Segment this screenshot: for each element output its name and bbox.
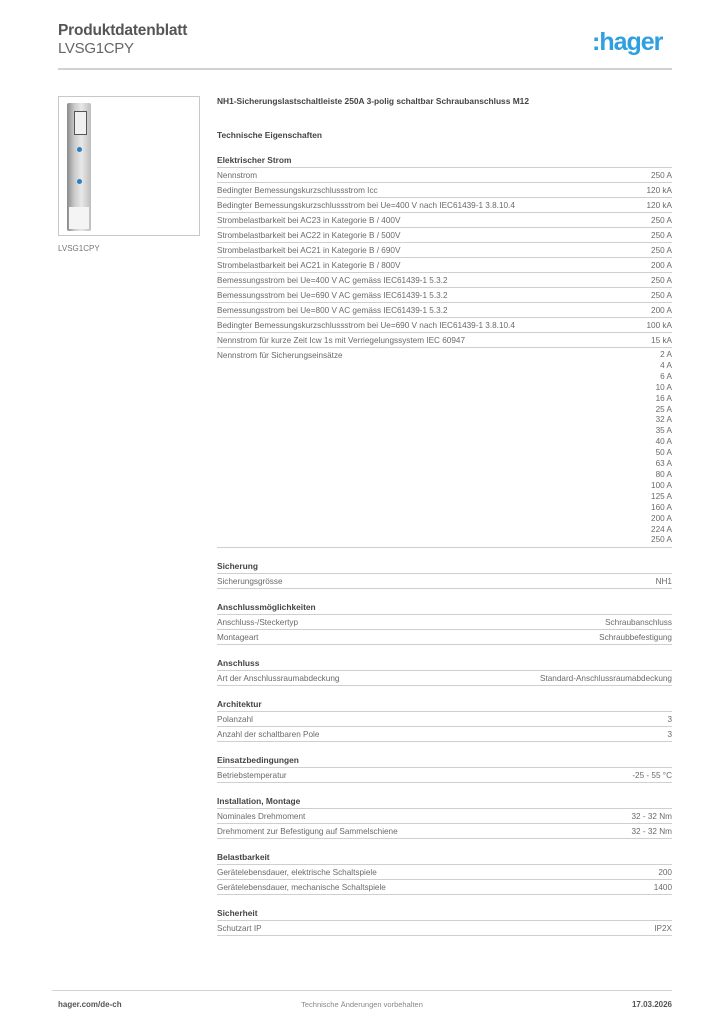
spec-label: Montageart [217,633,259,643]
spec-value: 3 [667,730,672,740]
spec-row [217,198,672,213]
spec-label: Art der Anschlussraumabdeckung [217,674,340,684]
fuse-rating-value: 160 A [651,502,672,512]
spec-value: 250 A [651,276,672,285]
spec-label: Nennstrom für Sicherungseinsätze [217,351,343,360]
document-title: Produktdatenblatt [58,22,188,39]
section-title: Belastbarkeit [217,852,672,865]
spec-row [217,228,672,243]
spec-label: Bedingter Bemessungskurzschlussstrom Icc [217,186,378,195]
spec-section [217,852,672,895]
tech-properties-title: Technische Eigenschaften [217,130,323,140]
spec-label: Anzahl der schaltbaren Pole [217,730,320,740]
spec-label: Bedingter Bemessungskurzschlussstrom bei Ue=400 V nach IEC61439-1 3.8.10.4 [217,201,515,210]
spec-value: 32 - 32 Nm [631,812,672,822]
spec-value: Standard-Anschlussraumabdeckung [540,674,672,684]
spec-row [217,243,672,258]
spec-value: 15 kA [651,336,672,345]
section-title: Elektrischer Strom [217,155,672,168]
spec-value: 32 - 32 Nm [631,827,672,837]
spec-value: 120 kA [646,186,672,195]
fuse-switch-device-icon [67,103,91,231]
spec-value: 250 A [651,246,672,255]
fuse-rating-value: 4 A [660,360,672,370]
spec-value: 250 A [651,171,672,180]
spec-row [217,727,672,742]
spec-value: 120 kA [646,201,672,210]
spec-section [217,602,672,645]
spec-row [217,574,672,589]
spec-label: Bemessungsstrom bei Ue=400 V AC gemäss IEC61439-1 5.3.2 [217,276,448,285]
spec-section [217,755,672,783]
spec-value: 100 kA [646,321,672,330]
hager-logo: :hager [592,28,663,56]
spec-row [217,921,672,936]
spec-label: Nominales Drehmoment [217,812,306,822]
fuse-rating-value: 50 A [655,448,672,458]
section-title: Anschluss [217,658,672,671]
spec-row [217,768,672,783]
spec-label: Strombelastbarkeit bei AC22 in Kategorie B / 500V [217,231,401,240]
section-title: Architektur [217,699,672,712]
spec-label: Sicherungsgrösse [217,577,283,587]
spec-label: Bemessungsstrom bei Ue=800 V AC gemäss IEC61439-1 5.3.2 [217,306,448,315]
spec-value: 3 [667,715,672,725]
spec-row [217,824,672,839]
spec-section [217,155,672,548]
fuse-rating-value: 6 A [660,371,672,381]
spec-value: -25 - 55 °C [632,771,672,781]
fuse-rating-value: 16 A [655,393,672,403]
fuse-rating-value: 25 A [655,404,672,414]
spec-row [217,288,672,303]
spec-value: 200 A [651,261,672,270]
spec-label: Bemessungsstrom bei Ue=690 V AC gemäss IEC61439-1 5.3.2 [217,291,448,300]
product-title: NH1-Sicherungslastschaltleiste 250A 3-polig schaltbar Schraubanschluss M12 [217,96,529,106]
spec-row [217,213,672,228]
spec-row [217,880,672,895]
section-title: Einsatzbedingungen [217,755,672,768]
spec-label: Gerätelebensdauer, elektrische Schaltspiele [217,868,377,878]
spec-value: Schraubbefestigung [599,633,672,643]
spec-section [217,658,672,686]
spec-label: Strombelastbarkeit bei AC21 in Kategorie B / 690V [217,246,401,255]
spec-label: Nennstrom für kurze Zeit Icw 1s mit Verriegelungssystem IEC 60947 [217,336,465,345]
spec-row [217,712,672,727]
spec-row [217,809,672,824]
footer-website-link[interactable]: hager.com/de-ch [58,1000,122,1009]
spec-label: Anschluss-/Steckertyp [217,618,298,628]
spec-label: Nennstrom [217,171,258,180]
spec-section [217,699,672,742]
spec-row [217,273,672,288]
spec-row [217,865,672,880]
spec-row [217,258,672,273]
fuse-rating-value: 100 A [651,480,672,490]
section-title: Sicherung [217,561,672,574]
fuse-rating-value: 125 A [651,491,672,501]
fuse-rating-value: 200 A [651,513,672,523]
spec-value: 250 A [651,231,672,240]
spec-row [217,333,672,348]
spec-value: 200 A [651,306,672,315]
spec-row [217,630,672,645]
fuse-rating-value: 40 A [655,437,672,447]
footer-date: 17.03.2026 [631,1000,672,1009]
footer-divider [52,990,672,991]
fuse-rating-value: 224 A [651,524,672,534]
section-title: Installation, Montage [217,796,672,809]
spec-value: IP2X [654,924,672,934]
product-image [58,96,200,236]
product-code: LVSG1CPY [58,40,134,57]
spec-label: Polanzahl [217,715,253,725]
spec-label: Gerätelebensdauer, mechanische Schaltspiele [217,883,386,893]
spec-label: Schutzart IP [217,924,262,934]
spec-label: Betriebstemperatur [217,771,287,781]
header-divider [58,68,672,70]
spec-label: Bedingter Bemessungskurzschlussstrom bei Ue=690 V nach IEC61439-1 3.8.10.4 [217,321,515,330]
spec-row [217,168,672,183]
spec-content [217,96,672,936]
spec-row [217,303,672,318]
spec-section [217,561,672,589]
spec-row [217,615,672,630]
fuse-rating-value: 2 A [660,350,672,359]
fuse-rating-value: 80 A [655,469,672,479]
spec-value-list [651,350,672,546]
spec-sections [217,155,672,936]
fuse-rating-value: 10 A [655,382,672,392]
section-title: Anschlussmöglichkeiten [217,602,672,615]
fuse-rating-value: 63 A [655,459,672,469]
fuse-rating-value: 35 A [655,426,672,436]
spec-value: 1400 [653,883,672,893]
spec-section [217,908,672,936]
spec-row [217,671,672,686]
spec-value: Schraubanschluss [605,618,672,628]
spec-row [217,183,672,198]
fuse-rating-value: 250 A [651,535,672,545]
fuse-rating-value: 32 A [655,415,672,425]
footer-notice: Technische Änderungen vorbehalten [301,1000,423,1009]
spec-value: 250 A [651,291,672,300]
spec-label: Drehmoment zur Befestigung auf Sammelschiene [217,827,398,837]
spec-value: 200 [658,868,672,878]
spec-label: Strombelastbarkeit bei AC21 in Kategorie B / 800V [217,261,401,270]
product-image-caption: LVSG1CPY [58,244,100,253]
spec-value: 250 A [651,216,672,225]
section-title: Sicherheit [217,908,672,921]
spec-section [217,796,672,839]
spec-label: Strombelastbarkeit bei AC23 in Kategorie B / 400V [217,216,401,225]
spec-row [217,318,672,333]
spec-value: NH1 [655,577,672,587]
spec-row-fuse-ratings [217,348,672,548]
